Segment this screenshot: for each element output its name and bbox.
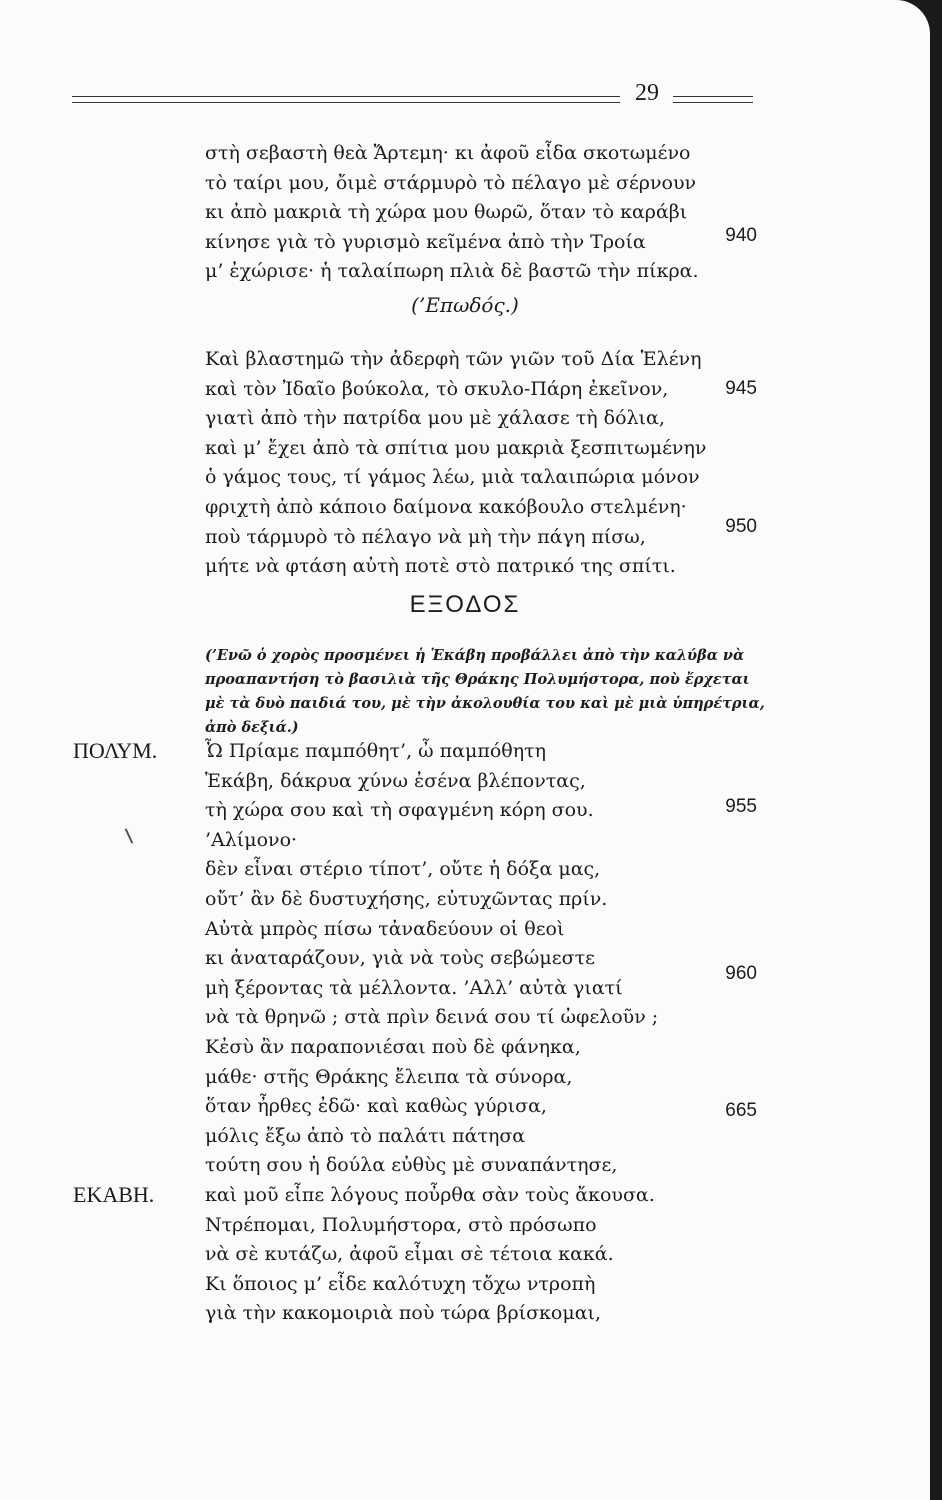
verse-block-dialogue bbox=[205, 737, 658, 1329]
line-number-945: 945 bbox=[725, 378, 757, 399]
verse-line: δὲν εἶναι στέριο τίποτ’, οὔτε ἡ δόξα μας, bbox=[205, 858, 601, 881]
margin-mark bbox=[125, 828, 134, 843]
verse-line: ὅταν ἦρθες ἐδῶ· καὶ καθὼς γύρισα, bbox=[205, 1095, 547, 1118]
verse-line: Κι ὅποιος μ’ εἶδε καλότυχη τὄχω ντροπὴ bbox=[205, 1272, 596, 1295]
verse-block-epode bbox=[205, 345, 706, 582]
verse-line: κι ἀπὸ μακριὰ τὴ χώρα μου θωρῶ, ὅταν τὸ καράβι bbox=[205, 201, 688, 224]
verse-line: κίνησε γιὰ τὸ γυρισμὸ κεῖμένα ἀπὸ τὴν Τροία bbox=[205, 230, 646, 253]
line-number-960: 960 bbox=[725, 963, 757, 984]
verse-line: Καὶ βλαστημῶ τὴν ἀδερφὴ τῶν γιῶν τοῦ Δία Ἑλένη bbox=[205, 348, 702, 370]
verse-line: Ἑκάβη, δάκρυα χύνω ἐσένα βλέποντας, bbox=[205, 769, 586, 792]
verse-line: ποὺ τάρμυρὸ τὸ πέλαγο νὰ μὴ τὴν πάγη πίσω, bbox=[205, 525, 646, 548]
verse-line: μήτε νὰ φτάση αὐτὴ ποτὲ στὸ πατρικό της σπίτι. bbox=[205, 555, 676, 578]
verse-line: τὸ ταίρι μου, ὄιμὲ στάρμυρὸ τὸ πέλαγο μὲ σέρνουν bbox=[205, 171, 697, 194]
line-number-955: 955 bbox=[725, 796, 757, 817]
verse-line: καὶ τὸν Ἰδαῖο βούκολα, τὸ σκυλο-Πάρη ἐκεῖνον, bbox=[205, 377, 669, 400]
verse-block-strophe bbox=[205, 139, 699, 287]
speaker-ekavi: ΕΚΑΒΗ. bbox=[73, 1182, 155, 1207]
header-rule-left bbox=[72, 96, 620, 103]
verse-line: τὴ χώρα σου καὶ τὴ σφαγμένη κόρη σου. bbox=[205, 799, 594, 822]
verse-line: ’Αλίμονο· bbox=[205, 828, 298, 851]
verse-line: τούτη σου ἡ δούλα εὐθὺς μὲ συναπάντησε, bbox=[205, 1154, 618, 1177]
verse-line: Ὦ Πρίαμε παμπόθητ’, ὦ παμπόθητη bbox=[205, 740, 546, 762]
verse-line: κι ἀναταράζουν, γιὰ νὰ τοὺς σεβώμεστε bbox=[205, 947, 595, 970]
verse-line: Ντρέπομαι, Πολυμήστορα, στὸ πρόσωπο bbox=[205, 1213, 597, 1236]
page-number: 29 bbox=[635, 80, 659, 106]
verse-line: Αὐτὰ μπρὸς πίσω τἀναδεύουν οἱ θεοὶ bbox=[205, 917, 565, 940]
verse-line: μόλις ἔξω ἀπὸ τὸ παλάτι πάτησα bbox=[205, 1124, 526, 1147]
verse-line: στὴ σεβαστὴ θεὰ Ἄρτεμη· κι ἀφοῦ εἶδα σκοτωμένο bbox=[205, 142, 691, 164]
stanza-label: (’Επωδός.) bbox=[411, 293, 519, 317]
speaker-polym: ΠΟΛΥΜ. bbox=[73, 738, 158, 763]
verse-line: καὶ μοῦ εἶπε λόγους ποὖρθα σὰν τοὺς ἄκουσα. bbox=[205, 1183, 655, 1206]
verse-line: μάθε· στῆς Θράκης ἔλειπα τὰ σύνορα, bbox=[205, 1065, 573, 1088]
verse-line: Κἐσὺ ἂν παραπονιέσαι ποὺ δὲ φάνηκα, bbox=[205, 1035, 581, 1058]
verse-line: φριχτὴ ἀπὸ κάποιο δαίμονα κακόβουλο στελμένη· bbox=[205, 495, 687, 518]
verse-line: οὔτ’ ἂν δὲ δυστυχήσης, εὐτυχῶντας πρίν. bbox=[205, 887, 608, 910]
line-number-665: 665 bbox=[725, 1100, 757, 1121]
stage-direction: (’Ενῶ ὁ χορὸς προσμένει ἡ Ἑκάβη προβάλλει ἀπὸ τὴν καλύβα νὰ προαπαντήση τὸ βασιλιὰ τῆς Θράκης Πολυμήστορα, ποὺ ἔρχεται μὲ τὰ δυὸ παιδιά του, μὲ τὴν ἀκολουθία του καὶ μὲ μιὰ ὑπηρέτρια, ἀπὸ δεξιά.) bbox=[205, 647, 765, 736]
verse-line: καὶ μ’ ἔχει ἀπὸ τὰ σπίτια μου μακριὰ ξεσπιτωμένην bbox=[205, 436, 707, 459]
header-rule-right bbox=[673, 96, 753, 103]
verse-line: νὰ σὲ κυτάζω, ἀφοῦ εἶμαι σὲ τέτοια κακά. bbox=[205, 1243, 614, 1266]
section-title: ΕΞΟΔΟΣ bbox=[409, 591, 521, 618]
verse-line: γιατὶ ἀπὸ τὴν πατρίδα μου μὲ χάλασε τὴ δόλια, bbox=[205, 407, 665, 430]
verse-line: μὴ ξέροντας τὰ μέλλοντα. ’Αλλ’ αὐτὰ γιατί bbox=[205, 976, 623, 999]
verse-line: νὰ τὰ θρηνῶ ; στὰ πρὶν δεινά σου τί ὠφελοῦν ; bbox=[205, 1006, 659, 1029]
line-number-940: 940 bbox=[725, 225, 757, 246]
line-number-950: 950 bbox=[725, 516, 757, 537]
verse-line: μ’ ἐχώρισε· ἡ ταλαίπωρη πλιὰ δὲ βαστῶ τὴν πίκρα. bbox=[205, 260, 699, 283]
verse-line: ὁ γάμος τους, τί γάμος λέω, μιὰ ταλαιπώρια μόνον bbox=[205, 466, 700, 489]
verse-line: γιὰ τὴν κακομοιριὰ ποὺ τώρα βρίσκομαι, bbox=[205, 1302, 602, 1325]
